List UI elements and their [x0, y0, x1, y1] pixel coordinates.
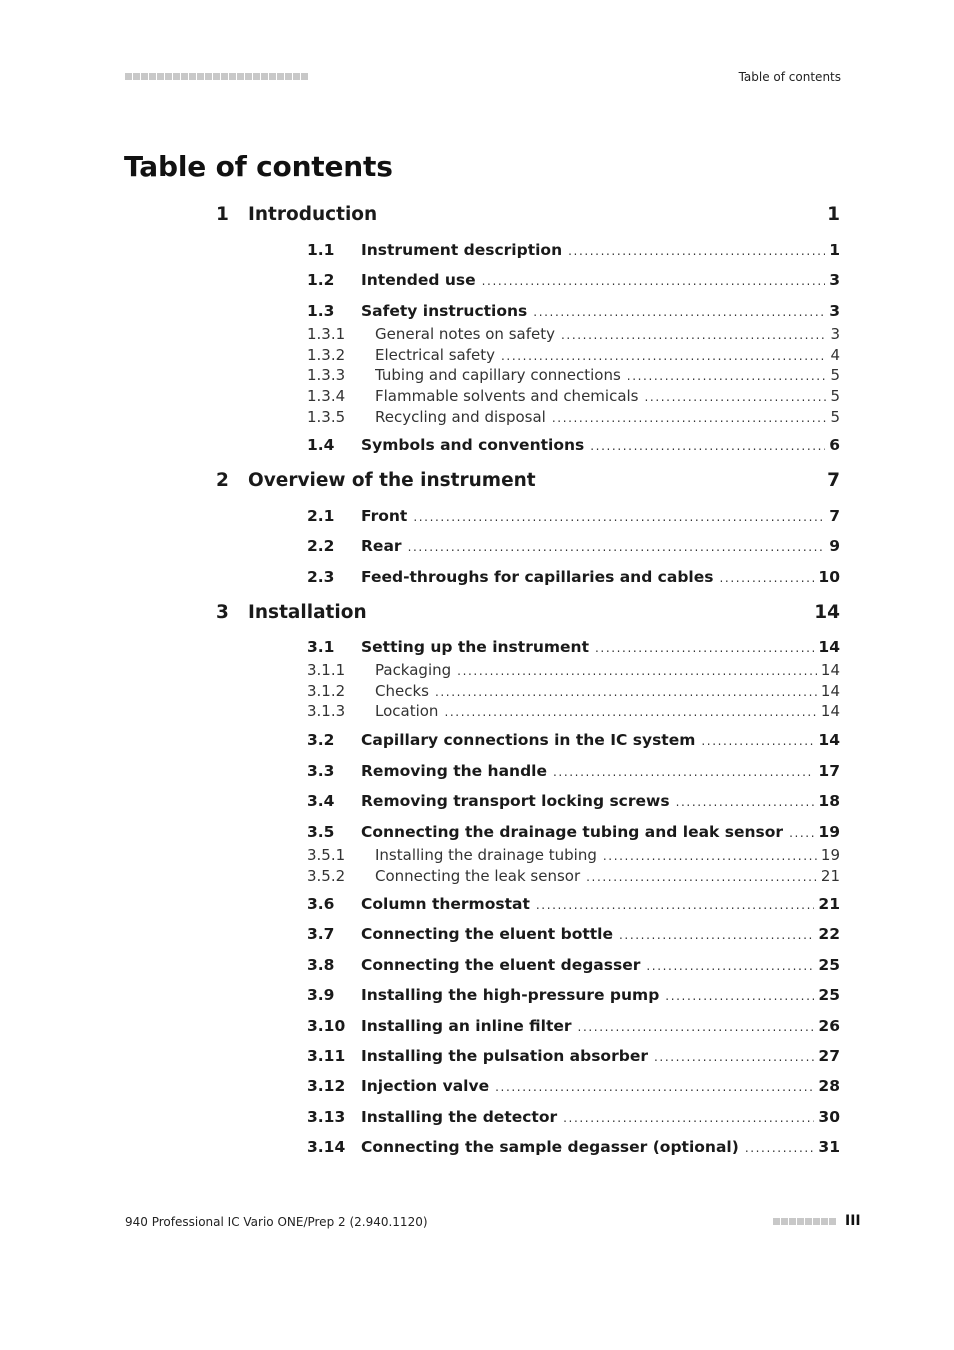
- section-title: Installing the high-pressure pump: [361, 986, 660, 1004]
- dot-leader: [408, 540, 826, 554]
- subsection-page: 4: [830, 345, 840, 364]
- dot-leader: [457, 664, 817, 678]
- chapter-page: 7: [827, 470, 840, 491]
- decor-square: [133, 73, 140, 80]
- section-number: 3.1: [307, 638, 335, 656]
- section-number: 3.3: [307, 762, 335, 780]
- section-number: 3.2: [307, 731, 335, 749]
- section-number: 3.9: [307, 986, 335, 1004]
- section-number: 1.3: [307, 302, 335, 320]
- dot-leader: [646, 959, 814, 973]
- section-page: 14: [818, 638, 840, 656]
- chapter-title: Overview of the instrument: [248, 470, 536, 491]
- section-title: Setting up the instrument: [361, 638, 589, 656]
- decor-square: [805, 1218, 812, 1225]
- subsection-page: 5: [830, 366, 840, 385]
- dot-leader: [619, 928, 814, 942]
- section-number: 1.1: [307, 241, 335, 259]
- header-decoration: [125, 73, 308, 80]
- decor-square: [205, 73, 212, 80]
- running-header: Table of contents: [738, 70, 841, 84]
- subsection-number: 1.3.3: [307, 366, 346, 385]
- section-number: 3.11: [307, 1047, 346, 1065]
- dot-leader: [627, 369, 827, 383]
- chapter-number: 3: [216, 602, 229, 623]
- decor-square: [157, 73, 164, 80]
- dot-leader: [789, 826, 814, 840]
- section-number: 2.1: [307, 507, 335, 525]
- section-line: [361, 537, 840, 555]
- decor-square: [269, 73, 276, 80]
- dot-leader: [665, 989, 814, 1003]
- section-line: [361, 731, 840, 749]
- section-line: [361, 302, 840, 320]
- subsection-page: 14: [820, 661, 840, 679]
- subsection-title: Packaging: [375, 661, 452, 679]
- decor-square: [277, 73, 284, 80]
- subsection-title: Connecting the leak sensor: [375, 866, 581, 885]
- section-number: 3.8: [307, 956, 335, 974]
- dot-leader: [482, 274, 826, 288]
- subsection-title: Location: [375, 702, 439, 721]
- section-line: [361, 507, 840, 525]
- decor-square: [141, 73, 148, 80]
- section-line: [361, 925, 840, 943]
- subsection-title: General notes on safety: [375, 325, 555, 343]
- section-title: Symbols and conventions: [361, 436, 585, 454]
- subsection-line: [375, 702, 840, 720]
- decor-square: [797, 1218, 804, 1225]
- subsection-line: [375, 408, 840, 426]
- subsection-line: [375, 682, 840, 700]
- decor-square: [261, 73, 268, 80]
- decor-square: [301, 73, 308, 80]
- decor-square: [221, 73, 228, 80]
- section-page: 17: [818, 762, 840, 780]
- subsection-page: 3: [830, 325, 840, 343]
- section-page: 3: [829, 302, 840, 320]
- section-line: [361, 1138, 840, 1156]
- section-title: Injection valve: [361, 1077, 490, 1095]
- section-page: 3: [829, 271, 840, 289]
- dot-leader: [654, 1050, 814, 1064]
- dot-leader: [536, 898, 815, 912]
- subsection-number: 1.3.4: [307, 387, 346, 406]
- section-title: Column thermostat: [361, 895, 530, 913]
- page-title: Table of contents: [124, 150, 393, 183]
- section-title: Removing transport locking screws: [361, 792, 670, 810]
- section-title: Installing the pulsation absorber: [361, 1047, 648, 1065]
- section-page: 18: [818, 792, 840, 810]
- dot-leader: [595, 641, 814, 655]
- chapter-page: 1: [827, 204, 840, 225]
- dot-leader: [561, 328, 826, 342]
- section-title: Capillary connections in the IC system: [361, 731, 696, 749]
- section-number: 3.14: [307, 1138, 346, 1156]
- dot-leader: [745, 1141, 815, 1155]
- subsection-number: 1.3.5: [307, 407, 346, 426]
- footer-decoration: [773, 1218, 836, 1225]
- decor-square: [293, 73, 300, 80]
- dot-leader: [563, 1111, 814, 1125]
- section-number: 3.5: [307, 823, 335, 841]
- subsection-title: Electrical safety: [375, 345, 495, 364]
- decor-square: [189, 73, 196, 80]
- decor-square: [253, 73, 260, 80]
- section-page: 7: [829, 507, 840, 525]
- section-number: 3.13: [307, 1108, 346, 1126]
- decor-square: [245, 73, 252, 80]
- subsection-page: 21: [820, 866, 840, 885]
- chapter-title: Installation: [248, 602, 367, 623]
- section-page: 31: [818, 1138, 840, 1156]
- dot-leader: [676, 795, 815, 809]
- subsection-number: 3.1.3: [307, 702, 346, 721]
- section-number: 3.12: [307, 1077, 346, 1095]
- subsection-title: Flammable solvents and chemicals: [375, 387, 639, 406]
- subsection-page: 14: [820, 681, 840, 700]
- dot-leader: [552, 411, 827, 425]
- section-number: 3.6: [307, 895, 335, 913]
- decor-square: [813, 1218, 820, 1225]
- section-line: [361, 1017, 840, 1035]
- section-page: 1: [829, 241, 840, 259]
- section-title: Connecting the eluent bottle: [361, 925, 613, 943]
- section-page: 19: [818, 823, 840, 841]
- subsection-line: [375, 387, 840, 405]
- dot-leader: [444, 705, 816, 719]
- section-number: 2.3: [307, 568, 335, 586]
- decor-square: [285, 73, 292, 80]
- subsection-line: [375, 346, 840, 364]
- decor-square: [125, 73, 132, 80]
- chapter-page: 14: [814, 602, 840, 623]
- subsection-line: [375, 846, 840, 864]
- subsection-page: 5: [830, 387, 840, 406]
- section-number: 1.2: [307, 271, 335, 289]
- section-page: 14: [818, 731, 840, 749]
- section-number: 3.4: [307, 792, 335, 810]
- chapter-number: 2: [216, 470, 229, 491]
- section-line: [361, 568, 840, 586]
- subsection-title: Tubing and capillary connections: [375, 366, 621, 385]
- section-title: Connecting the sample degasser (optional): [361, 1138, 739, 1156]
- decor-square: [829, 1218, 836, 1225]
- subsection-page: 19: [820, 846, 840, 864]
- section-page: 9: [829, 537, 840, 555]
- section-page: 30: [818, 1108, 840, 1126]
- section-page: 25: [818, 956, 840, 974]
- section-title: Connecting the drainage tubing and leak sensor: [361, 823, 784, 841]
- subsection-line: [375, 661, 840, 679]
- subsection-number: 1.3.2: [307, 345, 346, 364]
- section-title: Installing the detector: [361, 1108, 558, 1126]
- section-title: Instrument description: [361, 241, 563, 259]
- dot-leader: [719, 571, 814, 585]
- section-line: [361, 1047, 840, 1065]
- section-number: 1.4: [307, 436, 335, 454]
- section-page: 6: [829, 436, 840, 454]
- subsection-line: [375, 366, 840, 384]
- section-number: 3.10: [307, 1017, 346, 1035]
- section-line: [361, 895, 840, 913]
- section-title: Connecting the eluent degasser: [361, 956, 641, 974]
- section-line: [361, 638, 840, 656]
- section-title: Installing an inline filter: [361, 1017, 572, 1035]
- section-title: Front: [361, 507, 408, 525]
- dot-leader: [578, 1020, 815, 1034]
- subsection-number: 1.3.1: [307, 325, 346, 343]
- dot-leader: [553, 765, 814, 779]
- decor-square: [789, 1218, 796, 1225]
- section-line: [361, 241, 840, 259]
- section-title: Removing the handle: [361, 762, 547, 780]
- section-number: 3.7: [307, 925, 335, 943]
- section-page: 25: [818, 986, 840, 1004]
- dot-leader: [568, 244, 825, 258]
- subsection-number: 3.1.1: [307, 661, 346, 679]
- decor-square: [773, 1218, 780, 1225]
- section-line: [361, 1108, 840, 1126]
- dot-leader: [435, 685, 817, 699]
- decor-square: [781, 1218, 788, 1225]
- section-page: 21: [818, 895, 840, 913]
- section-title: Rear: [361, 537, 402, 555]
- subsection-number: 3.5.1: [307, 846, 346, 864]
- subsection-title: Checks: [375, 681, 429, 700]
- section-line: [361, 956, 840, 974]
- decor-square: [173, 73, 180, 80]
- section-page: 22: [818, 925, 840, 943]
- subsection-title: Recycling and disposal: [375, 407, 546, 426]
- section-number: 2.2: [307, 537, 335, 555]
- subsection-page: 14: [820, 702, 840, 721]
- decor-square: [213, 73, 220, 80]
- decor-square: [229, 73, 236, 80]
- dot-leader: [701, 734, 814, 748]
- section-title: Intended use: [361, 271, 476, 289]
- decor-square: [149, 73, 156, 80]
- section-page: 28: [818, 1077, 840, 1095]
- dot-leader: [533, 305, 825, 319]
- section-title: Safety instructions: [361, 302, 528, 320]
- subsection-title: Installing the drainage tubing: [375, 846, 597, 864]
- section-line: [361, 986, 840, 1004]
- dot-leader: [645, 390, 827, 404]
- dot-leader: [495, 1080, 814, 1094]
- chapter-title: Introduction: [248, 204, 378, 225]
- dot-leader: [413, 510, 825, 524]
- subsection-page: 5: [830, 407, 840, 426]
- section-page: 26: [818, 1017, 840, 1035]
- decor-square: [181, 73, 188, 80]
- section-title: Feed-throughs for capillaries and cables: [361, 568, 714, 586]
- section-line: [361, 792, 840, 810]
- section-line: [361, 1077, 840, 1095]
- section-line: [361, 823, 840, 841]
- section-page: 27: [818, 1047, 840, 1065]
- decor-square: [237, 73, 244, 80]
- subsection-line: [375, 325, 840, 343]
- footer-page-number: III: [845, 1213, 861, 1229]
- section-page: 10: [818, 568, 840, 586]
- chapter-number: 1: [216, 204, 229, 225]
- section-line: [361, 762, 840, 780]
- decor-square: [821, 1218, 828, 1225]
- dot-leader: [501, 349, 826, 363]
- decor-square: [165, 73, 172, 80]
- section-line: [361, 436, 840, 454]
- footer-product: 940 Professional IC Vario ONE/Prep 2 (2.940.1120): [125, 1215, 428, 1229]
- section-line: [361, 271, 840, 289]
- dot-leader: [603, 849, 817, 863]
- dot-leader: [590, 439, 825, 453]
- dot-leader: [586, 870, 817, 884]
- subsection-number: 3.1.2: [307, 681, 346, 700]
- decor-square: [197, 73, 204, 80]
- subsection-number: 3.5.2: [307, 866, 346, 885]
- subsection-line: [375, 867, 840, 885]
